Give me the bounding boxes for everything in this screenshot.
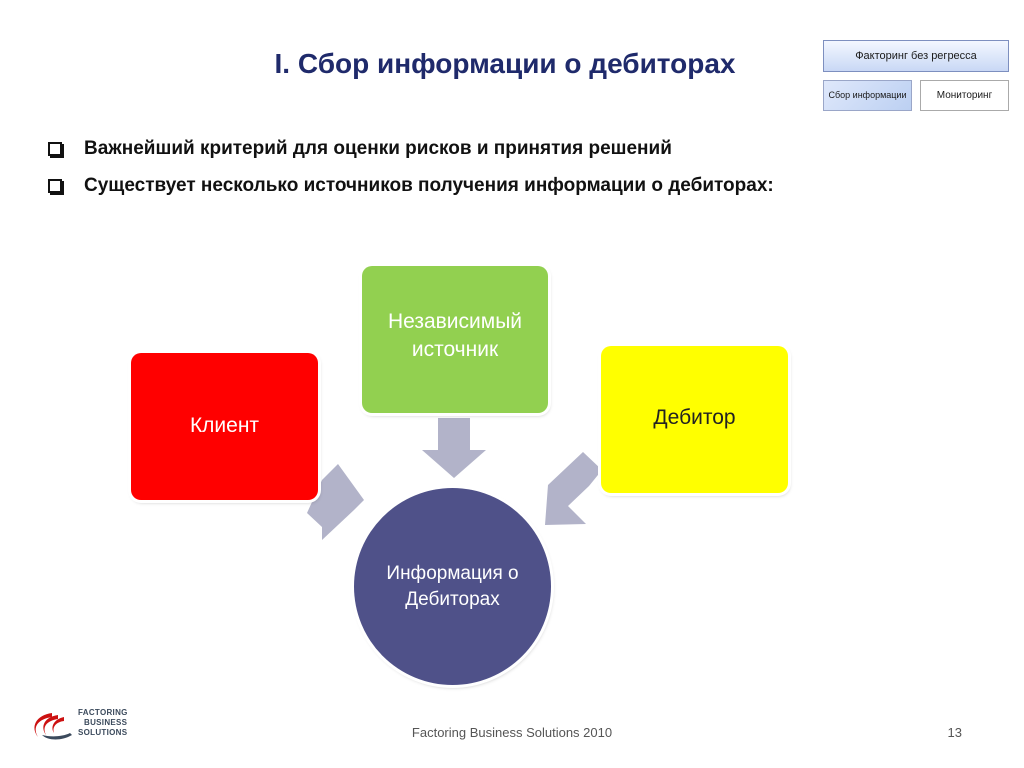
footer-text: Factoring Business Solutions 2010: [411, 725, 613, 740]
arrow-from-source: [422, 418, 486, 478]
logo-line-3: SOLUTIONS: [78, 728, 128, 737]
node-client: Клиент: [131, 353, 318, 500]
logo-line-1: FACTORING: [78, 708, 128, 717]
node-debtor-info: Информация о Дебиторах: [354, 488, 551, 685]
nav-info-collection-button[interactable]: Сбор информации: [823, 80, 912, 111]
arrow-from-debtor: [545, 452, 602, 525]
node-independent-source: Независимый источник: [362, 266, 548, 413]
bullet-text: Важнейший критерий для оценки рисков и принятия решений: [84, 138, 672, 159]
node-debtor: Дебитор: [601, 346, 788, 493]
bullet-text: Существует несколько источников получения информации о дебиторах:: [84, 175, 774, 196]
nav-monitoring-button[interactable]: Мониторинг: [920, 80, 1009, 111]
logo-line-2: BUSINESS: [84, 718, 128, 727]
slide-title: I. Сбор информации о дебиторах: [274, 48, 736, 79]
nav-factoring-button[interactable]: Факторинг без регресса: [823, 40, 1009, 72]
page-number: 13: [947, 725, 962, 740]
